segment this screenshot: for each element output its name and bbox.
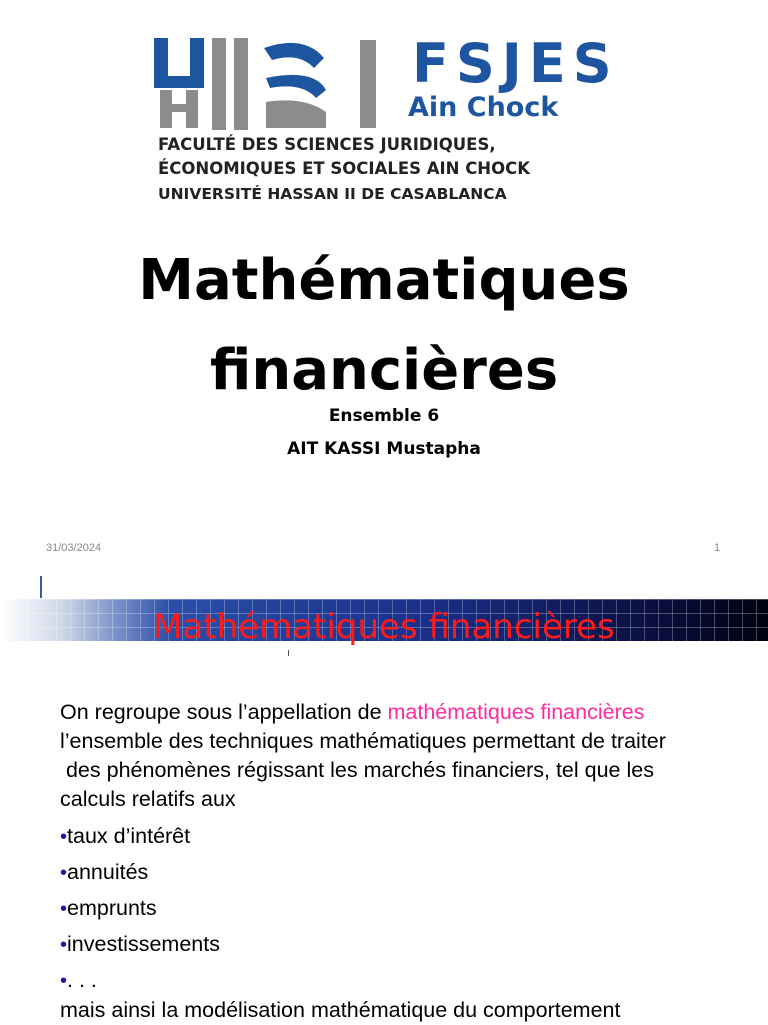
content-slide-title: Mathématiques financières [153, 607, 615, 647]
list-item: •investissements [60, 932, 220, 956]
slide-subtitle: Ensemble 6 [328, 406, 440, 426]
logo-faculty-line-1: FACULTÉ DES SCIENCES JURIDIQUES, [158, 135, 496, 154]
intro-paragraph [60, 698, 740, 814]
logo-faculty-line-2: ÉCONOMIQUES ET SOCIALES AIN CHOCK [158, 159, 531, 178]
university-logo-mark [154, 38, 384, 130]
logo-university-line: UNIVERSITÉ HASSAN II DE CASABLANCA [158, 185, 507, 203]
fsjes-logo [150, 32, 650, 206]
slide-author: AIT KASSI Mustapha [287, 439, 481, 459]
list-item: •annuités [60, 860, 149, 884]
logo-brand-text: FSJES [412, 32, 619, 95]
bullet-icon: • [60, 862, 68, 884]
slide-date: 31/03/2024 [46, 542, 102, 554]
slide-title-line-2: financières [209, 338, 559, 403]
bullet-icon: • [60, 898, 68, 920]
bullet-icon: • [60, 970, 68, 992]
tick-marker [288, 650, 289, 656]
content-slide [0, 576, 768, 1024]
slide-number: 1 [714, 542, 721, 554]
bullet-icon: • [60, 826, 68, 848]
list-item: •taux d’intérêt [60, 824, 191, 848]
intro-highlight: mathématiques financières [387, 700, 645, 724]
list-item: •emprunts [60, 896, 157, 920]
intro-line-2: l’ensemble des techniques mathématiques permettant de traiter [60, 729, 666, 753]
bullet-list [60, 818, 740, 998]
list-item: •. . . [60, 968, 97, 992]
intro-line-3: des phénomènes régissant les marchés financiers, tel que les [60, 758, 654, 782]
bullet-icon: • [60, 934, 68, 956]
intro-text-start: On regroupe sous l’appellation de [60, 700, 388, 724]
logo-campus-text: Ain Chock [408, 92, 559, 123]
intro-line-4: calculs relatifs aux [60, 787, 236, 811]
slide-title-line-1: Mathématiques [138, 248, 630, 313]
text-cursor-marker [40, 576, 42, 598]
slide-title [0, 236, 768, 416]
closing-line: mais ainsi la modélisation mathématique du comportement [60, 998, 621, 1022]
